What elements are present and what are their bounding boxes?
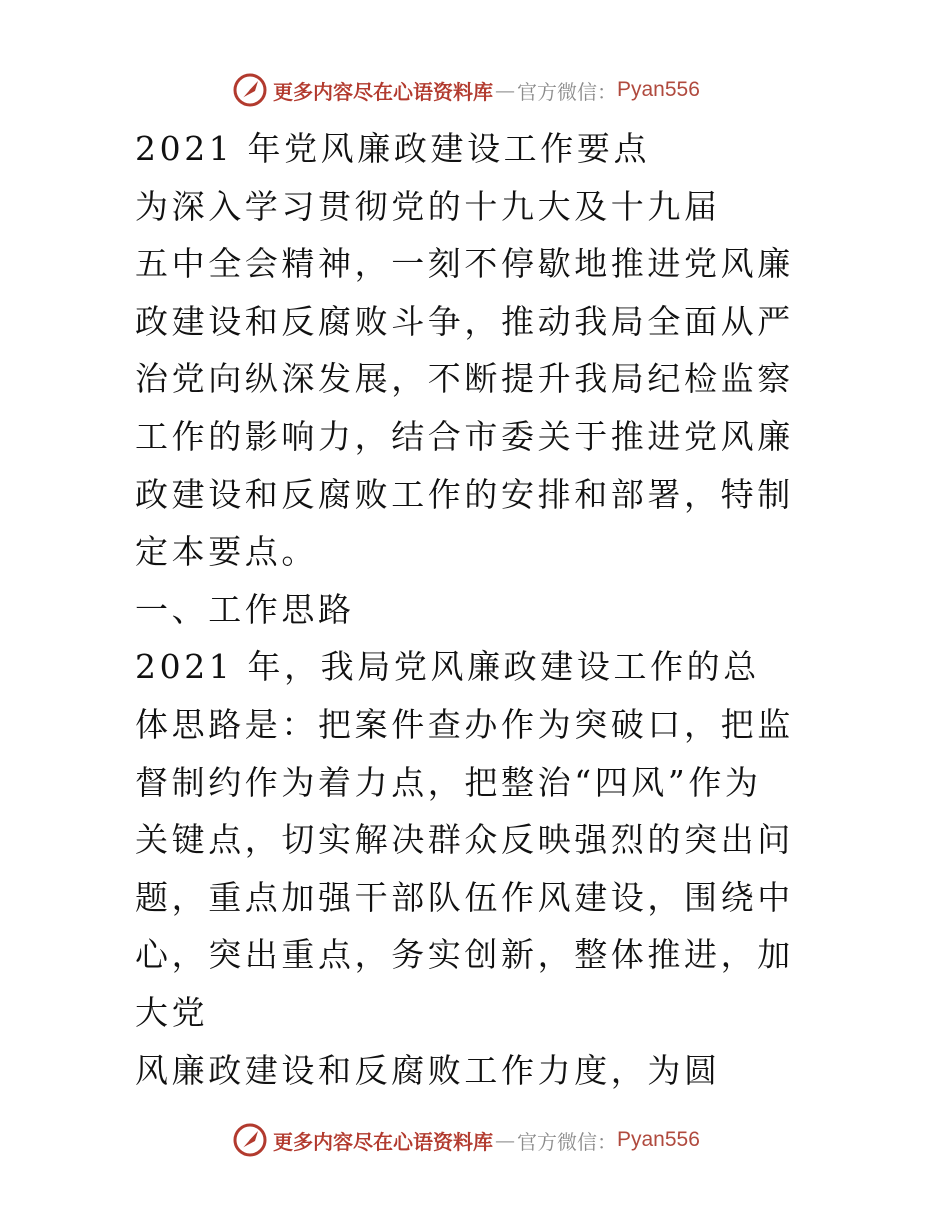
quill-logo-icon: [233, 1123, 267, 1157]
watermark-main-text: 更多内容尽在心语资料库: [273, 1129, 493, 1154]
watermark-label: 官方微信：: [517, 79, 617, 104]
watermark-label: 官方微信：: [517, 1129, 617, 1154]
watermark-separator: —: [495, 1128, 515, 1152]
document-line: 工作的影响力，结合市委关于推进党风廉: [135, 416, 794, 456]
section-heading: 一、工作思路: [135, 589, 355, 629]
watermark-separator: —: [495, 78, 515, 102]
document-line: 五中全会精神，一刻不停歇地推进党风廉: [135, 244, 794, 284]
document-line: 督制约作为着力点，把整治“四风”作为: [135, 762, 762, 802]
quill-logo-icon: [233, 73, 267, 107]
document-line: 体思路是：把案件查办作为突破口，把监: [135, 704, 794, 744]
document-title: 2021 年党风廉政建设工作要点: [135, 129, 651, 168]
watermark-account: Pyan556: [617, 78, 700, 101]
document-line: 大党: [135, 992, 209, 1032]
document-line: 心，突出重点，务实创新，整体推进，加: [135, 935, 794, 975]
document-body: [135, 120, 794, 1099]
watermark-main-text: 更多内容尽在心语资料库: [273, 79, 493, 104]
document-line: 政建设和反腐败斗争，推动我局全面从严: [135, 301, 794, 341]
document-line: 定本要点。: [135, 532, 318, 572]
footer-watermark: [233, 1122, 700, 1158]
document-line: 政建设和反腐败工作的安排和部署，特制: [135, 474, 794, 514]
watermark-account: Pyan556: [617, 1128, 700, 1151]
document-line: 题，重点加强干部队伍作风建设，围绕中: [135, 877, 794, 917]
document-line: 关键点，切实解决群众反映强烈的突出问: [135, 820, 794, 860]
document-line: 风廉政建设和反腐败工作力度，为圆: [135, 1050, 721, 1090]
document-line: 为深入学习贯彻党的十九大及十九届: [135, 186, 721, 226]
document-line: 治党向纵深发展，不断提升我局纪检监察: [135, 359, 794, 399]
document-line: 2021 年，我局党风廉政建设工作的总: [135, 647, 760, 687]
header-watermark: [233, 72, 700, 108]
